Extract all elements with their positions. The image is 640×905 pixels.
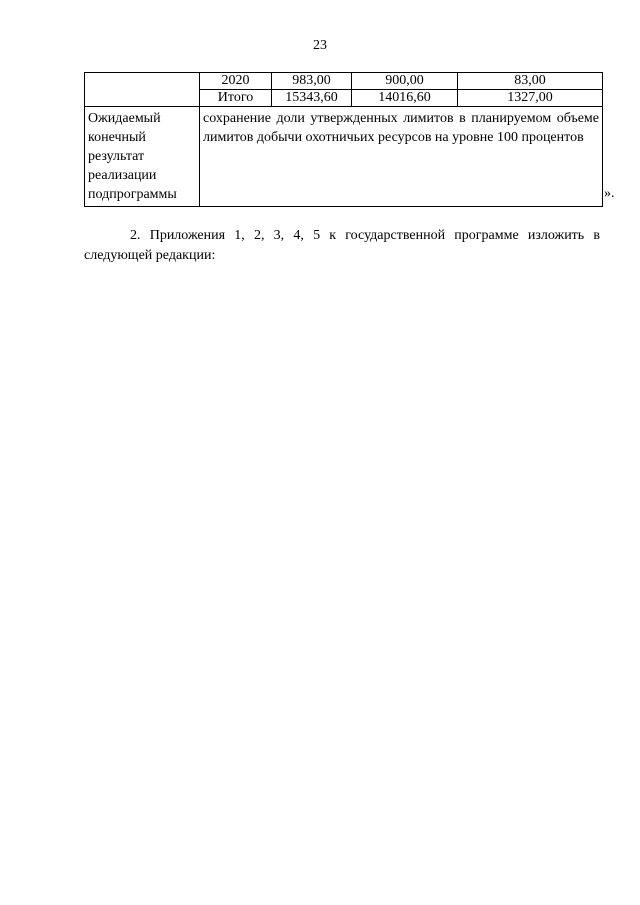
year-cell: 2020 [200,73,272,90]
result-text-cell: сохранение доли утвержденных лимитов в планируемом объеме лимитов добычи охотничьих ресурсов на уровне 100 процентов [200,107,603,207]
value-cell: 1327,00 [458,90,603,107]
empty-label-cell [85,73,200,107]
body-paragraph: 2. Приложения 1, 2, 3, 4, 5 к государственной программе изложить в следующей редакции: [84,228,600,263]
result-label-line: подпрограммы [88,187,177,202]
result-label-cell [85,107,200,207]
year-cell: Итого [200,90,272,107]
total-cell: 15343,60 [272,90,352,107]
value-cell: 14016,60 [352,90,458,107]
table-row [85,73,603,90]
value-cell: 900,00 [352,73,458,90]
result-label-line: результат [88,149,145,164]
result-label-line: реализации [88,168,157,183]
result-label-line: конечный [88,130,146,145]
table-row [85,107,603,207]
results-table [84,72,603,207]
closing-quote: ». [604,186,615,201]
page-number: 23 [313,38,327,53]
result-label-line: Ожидаемый [88,111,161,126]
value-cell: 83,00 [458,73,603,90]
total-cell: 983,00 [272,73,352,90]
